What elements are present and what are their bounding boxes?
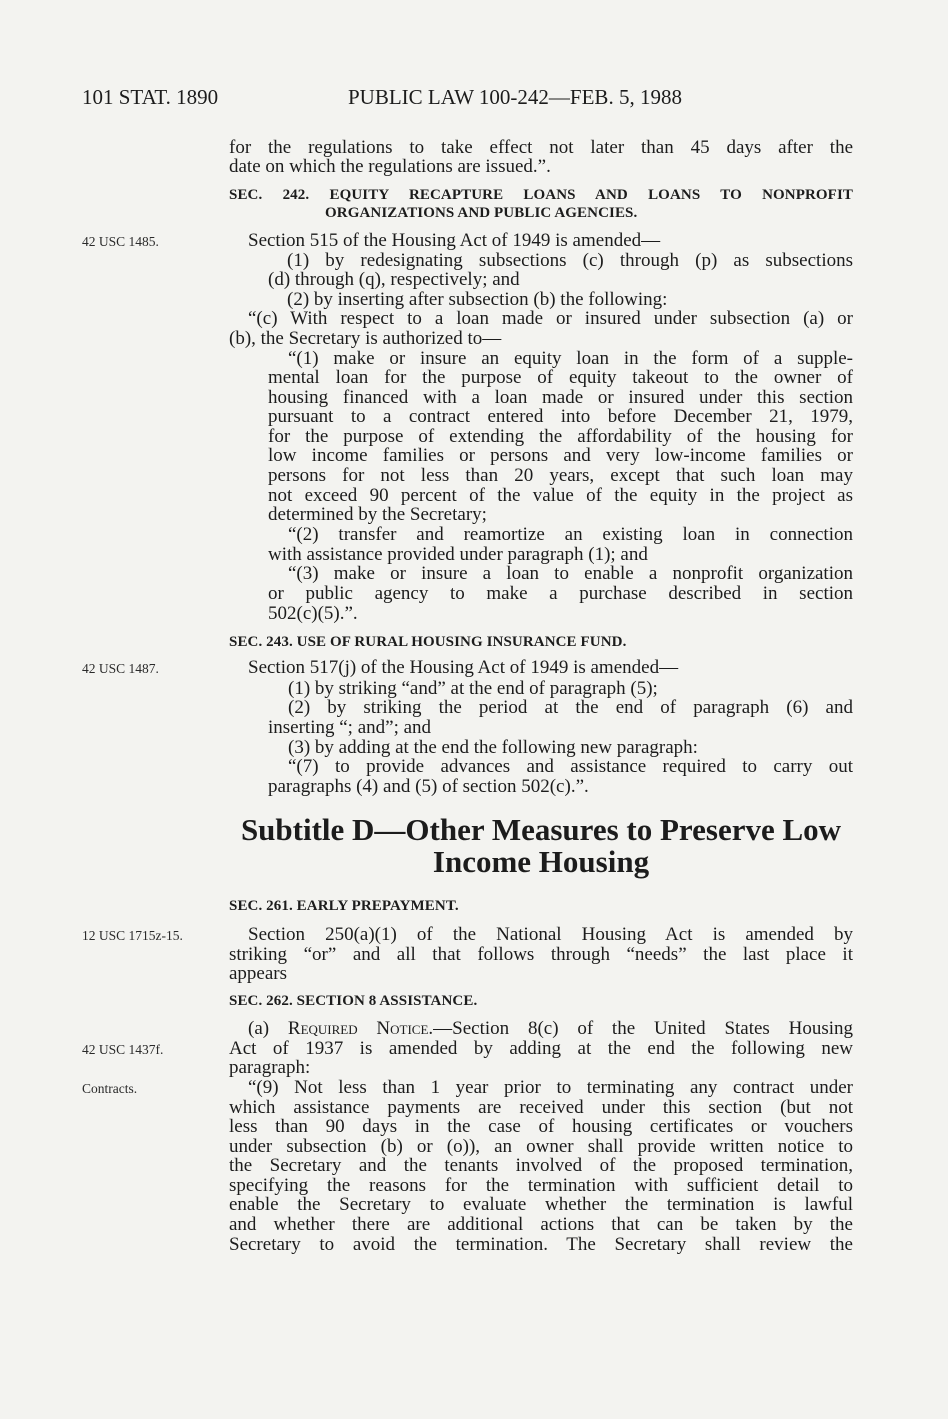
text-line: Section 515 of the Housing Act of 1949 is amended—: [248, 230, 661, 251]
text-line: “(c) With respect to a loan made or insured under subsection (a) or: [248, 308, 853, 329]
stat-page-number: 101 STAT. 1890: [82, 85, 219, 109]
section-heading: SEC. 262. SECTION 8 ASSISTANCE.: [229, 993, 478, 1009]
text-line: striking “or” and all that follows through “needs” the last place it: [229, 944, 853, 965]
text-line: for the regulations to take effect not later than 45 days after the: [229, 137, 853, 158]
text-line: “(1) make or insure an equity loan in the form of a supple-: [288, 348, 853, 369]
text-line: and whether there are additional actions that can be taken by the: [229, 1214, 853, 1235]
text-line: (b), the Secretary is authorized to—: [229, 328, 502, 349]
section-heading: SEC. 261. EARLY PREPAYMENT.: [229, 898, 459, 914]
public-law-title: PUBLIC LAW 100-242—FEB. 5, 1988: [348, 85, 682, 109]
text-line: (2) by striking the period at the end of paragraph (6) and: [288, 697, 853, 718]
text-line: housing financed with a loan made or insured under this section: [268, 387, 853, 408]
text-line: for the purpose of extending the affordability of the housing for: [268, 426, 853, 447]
text-line: “(9) Not less than 1 year prior to terminating any contract under: [248, 1077, 853, 1098]
text-line: or public agency to make a purchase described in section: [268, 583, 853, 604]
text-line: determined by the Secretary;: [268, 504, 487, 525]
text-line: with assistance provided under paragraph (1); and: [268, 544, 648, 565]
text-line: Act of 1937 is amended by adding at the end the following new: [229, 1038, 853, 1059]
subsection-heading: Required Notice.: [287, 1018, 434, 1039]
text-line: Section 250(a)(1) of the National Housing Act is amended by: [248, 924, 853, 945]
text-line: under subsection (b) or (o)), an owner shall provide written notice to: [229, 1136, 853, 1157]
text-line: specifying the reasons for the termination with sufficient detail to: [229, 1175, 853, 1196]
subtitle-heading-line-1: Subtitle D—Other Measures to Preserve Low: [240, 812, 842, 847]
text-line: mental loan for the purpose of equity takeout to the owner of: [268, 367, 853, 388]
text-line: persons for not less than 20 years, except that such loan may: [268, 465, 853, 486]
text-line: appears: [229, 963, 288, 984]
section-heading: SEC. 242. EQUITY RECAPTURE LOANS AND LOANS TO NONPROFIT: [229, 187, 853, 203]
text-line: enable the Secretary to evaluate whether the termination is lawful: [229, 1194, 853, 1215]
text-fragment: (a): [248, 1018, 288, 1039]
text-line: 502(c)(5).”.: [268, 603, 358, 624]
text-line: (3) by adding at the end the following new paragraph:: [288, 737, 698, 758]
text-line: Secretary to avoid the termination. The Secretary shall review the: [229, 1234, 853, 1255]
margin-note: 42 USC 1437f.: [82, 1042, 164, 1057]
text-line: date on which the regulations are issued.”.: [229, 156, 551, 177]
text-line: “(7) to provide advances and assistance required to carry out: [288, 756, 853, 777]
text-line: “(3) make or insure a loan to enable a nonprofit organization: [288, 563, 853, 584]
text-line: (2) by inserting after subsection (b) the following:: [287, 289, 668, 310]
text-line: pursuant to a contract entered into before December 21, 1979,: [268, 406, 853, 427]
text-line: [248, 1019, 853, 1039]
text-line: (1) by striking “and” at the end of paragraph (5);: [288, 678, 658, 699]
text-line: the Secretary and the tenants involved of the proposed termination,: [229, 1155, 853, 1176]
text-line: low income families or persons and very low-income families or: [268, 445, 853, 466]
margin-note: Contracts.: [82, 1081, 138, 1096]
text-fragment: —Section 8(c) of the United States Housing: [433, 1018, 854, 1039]
text-line: “(2) transfer and reamortize an existing loan in connection: [288, 524, 853, 545]
text-line: paragraphs (4) and (5) of section 502(c).”.: [268, 776, 589, 797]
margin-note: 12 USC 1715z-15.: [82, 928, 183, 943]
text-line: inserting “; and”; and: [268, 717, 432, 738]
text-line: (1) by redesignating subsections (c) through (p) as subsections: [287, 250, 853, 271]
subtitle-heading-line-2: Income Housing: [432, 844, 650, 879]
text-line: Section 517(j) of the Housing Act of 1949 is amended—: [248, 657, 679, 678]
margin-note: 42 USC 1487.: [82, 661, 159, 676]
text-line: not exceed 90 percent of the value of the equity in the project as: [268, 485, 853, 506]
section-heading: SEC. 243. USE OF RURAL HOUSING INSURANCE FUND.: [229, 634, 627, 650]
text-line: less than 90 days in the case of housing certificates or vouchers: [229, 1116, 853, 1137]
text-line: which assistance payments are received under this section (but not: [229, 1097, 853, 1118]
text-line: (d) through (q), respectively; and: [268, 269, 520, 290]
section-heading: ORGANIZATIONS AND PUBLIC AGENCIES.: [325, 205, 638, 221]
margin-note: 42 USC 1485.: [82, 234, 159, 249]
text-line: paragraph:: [229, 1057, 311, 1078]
